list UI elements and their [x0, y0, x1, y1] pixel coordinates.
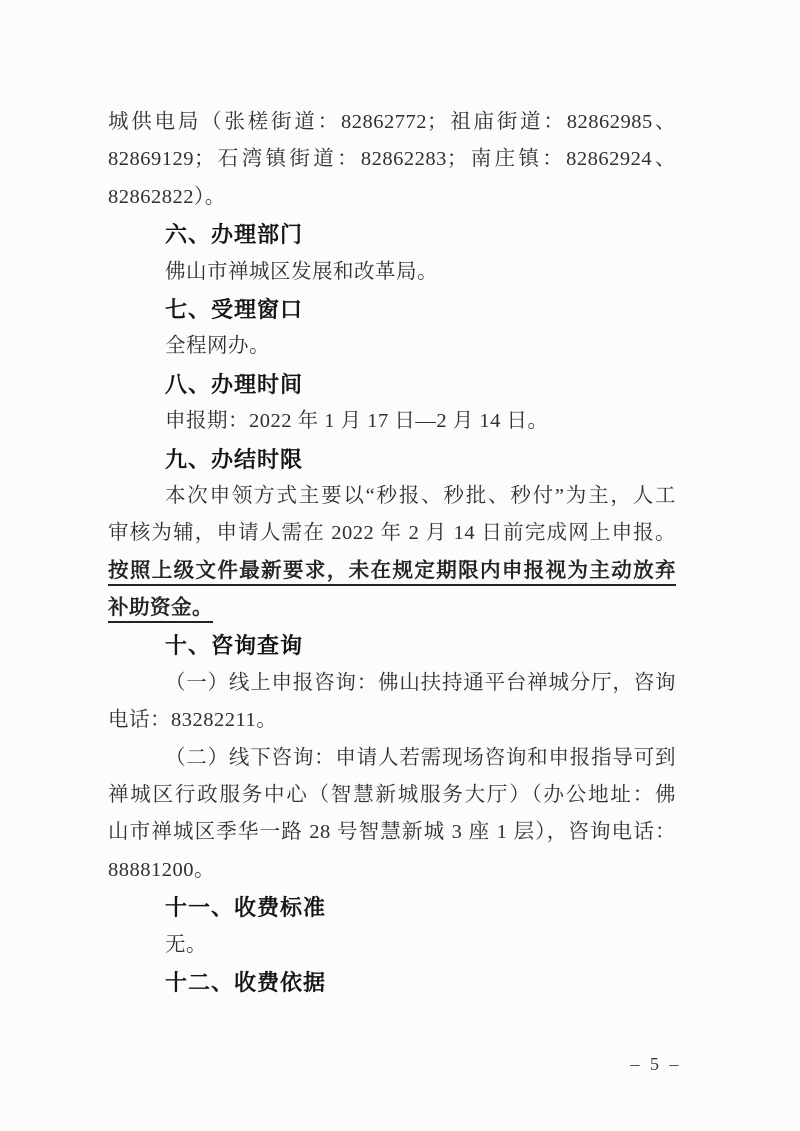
paragraph-line: 山市禅城区季华一路 28 号智慧新城 3 座 1 层），咨询电话：: [108, 821, 676, 844]
document-body: [108, 104, 676, 1001]
paragraph-line: 电话：83282211。: [108, 709, 278, 732]
section-heading-7: 七、受理窗口: [165, 296, 304, 322]
paragraph-line: 审核为辅，申请人需在 2022 年 2 月 14 日前完成网上申报。: [108, 522, 676, 545]
paragraph-line: 佛山市禅城区发展和改革局。: [165, 260, 438, 283]
paragraph-line: 申报期：2022 年 1 月 17 日—2 月 14 日。: [165, 410, 549, 433]
emphasis-underlined-line: 补助资金。: [108, 597, 213, 620]
section-heading-12: 十二、收费依据: [165, 969, 327, 995]
emphasis-underlined-line: 按照上级文件最新要求，未在规定期限内申报视为主动放弃: [108, 559, 676, 582]
paragraph-line: 全程网办。: [165, 335, 270, 358]
paragraph-line: （一）线上申报咨询：佛山扶持通平台禅城分厅，咨询: [165, 671, 676, 694]
paragraph-line: 82869129；石湾镇街道：82862283；南庄镇：82862924、: [108, 148, 676, 171]
section-heading-6: 六、办理部门: [165, 222, 304, 248]
section-heading-10: 十、咨询查询: [165, 633, 304, 659]
page-number: – 5 –: [630, 1054, 682, 1074]
section-heading-9: 九、办结时限: [165, 446, 304, 472]
paragraph-line: 禅城区行政服务中心（智慧新城服务大厅）（办公地址：佛: [108, 784, 676, 807]
paragraph-line: 城供电局（张槎街道：82862772；祖庙街道：82862985、: [108, 111, 676, 133]
paragraph-line: （二）线下咨询：申请人若需现场咨询和申报指导可到: [165, 746, 676, 769]
paragraph-line: 无。: [165, 933, 207, 956]
section-heading-11: 十一、收费标准: [165, 895, 327, 921]
section-heading-8: 八、办理时间: [165, 371, 304, 397]
paragraph-line: 82862822）。: [108, 185, 226, 208]
paragraph-line: 88881200。: [108, 858, 215, 881]
paragraph-line: 本次申领方式主要以“秒报、秒批、秒付”为主，人工: [165, 484, 676, 507]
